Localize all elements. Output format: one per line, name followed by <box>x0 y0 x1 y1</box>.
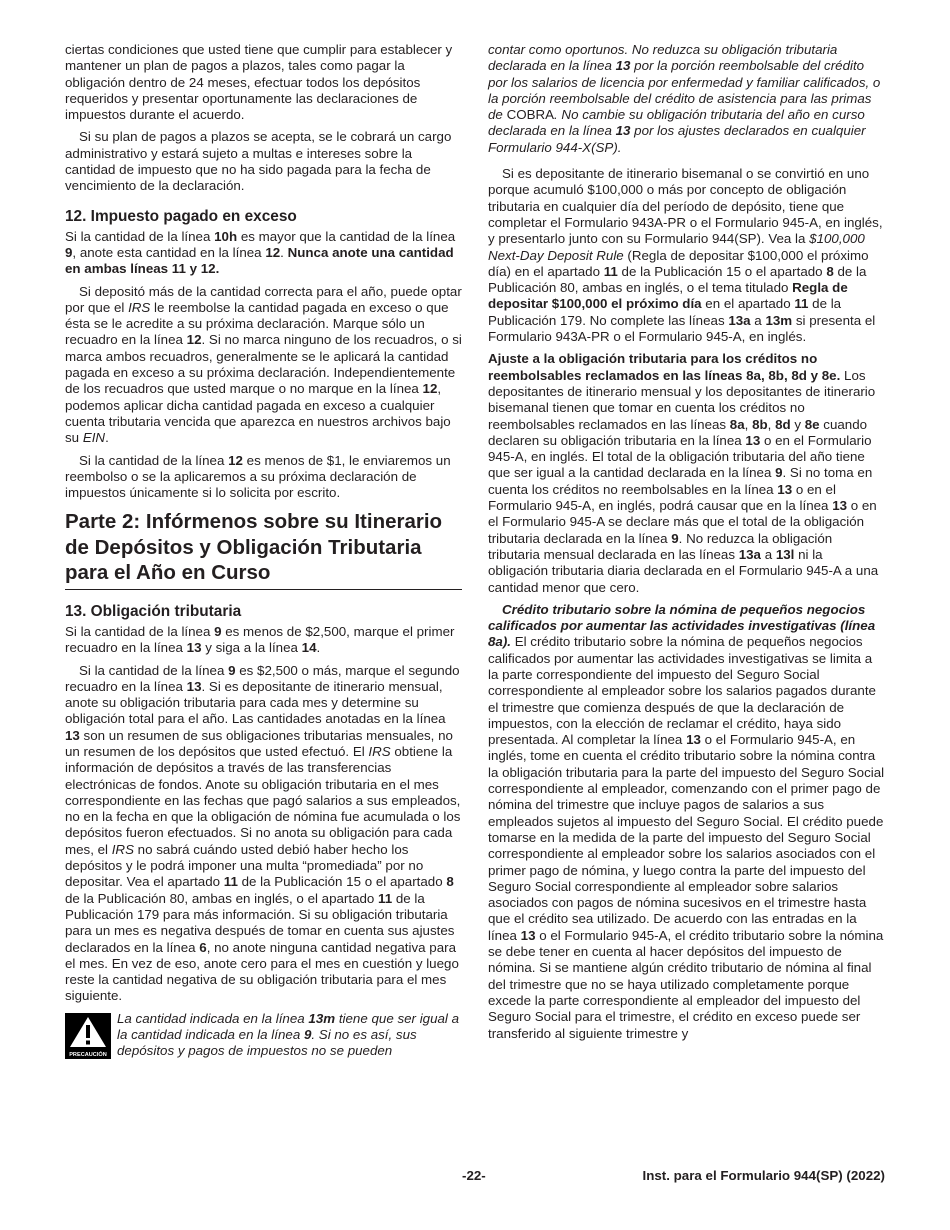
section-12-heading: 12. Impuesto pagado en exceso <box>65 207 297 225</box>
caution-icon <box>65 1013 111 1059</box>
caution-continued-paragraph: contar como oportunos. No reduzca su obligación tributaria declarada en la línea 13 por la porción reembolsable del crédito por los salarios de licencia por enfermedad y familiar calificados, o la porción reembolsable del crédito de asistencia para las primas de COBRA. No cambie su obligación tributaria del año en curso declarada en la línea 13 por los ajustes declarados en cualquier Formulario 944-X(SP). <box>488 42 881 155</box>
page-footer <box>65 1168 885 1188</box>
caution-note <box>65 1011 462 1060</box>
nonrefundable-credits-adjustment-paragraph: Ajuste a la obligación tributaria para los créditos no reembolsables reclamados en las líneas 8a, 8b, 8d y 8e. Los depositantes de itinerario mensual y los depositantes de itinerario bisemanal tienen que tomar en cuenta los créditos no reembolsables reclamados en las líneas 8a, 8b, 8d y 8e cuando declaren su obligación tributaria en la línea 13 o en el Formulario 945-A, en inglés. El total de la obligación tributaria del año tiene que ser igual a la cantidad declarada en la línea 9. Si no toma en cuenta los créditos no reembolsables en la línea 13 o en el Formulario 945-A, en inglés, podrá causar que en la línea 13 o en el Formulario 945-A se declare más que el total de la obligación tributaria declarada en la línea 9. No reduzca la obligación tributaria mensual declarada en las líneas 13a a 13l ni la obligación tributaria diaria declarada en el Formulario 945-A a una cantidad menor que cero. <box>488 351 879 595</box>
installment-fee-paragraph: Si su plan de pagos a plazos se acepta, se le cobrará un cargo administrativo y estará sujeto a multas e intereses sobre la cantidad de impuesto que no ha sido pagada para la fecha de vencimiento de la declaración. <box>65 129 452 194</box>
semiweekly-depositor-paragraph: Si es depositante de itinerario bisemanal o se convirtió en uno porque acumuló $100,000 o más por concepto de obligación tributaria en cualquier día del período de depósito, tiene que completar el Formulario 943A-PR o el Formulario 945-A, en inglés, y presentarlo junto con su Formulario 944(SP). Vea la $100,000 Next-Day Deposit Rule (Regla de depositar $100,000 el próximo día) en el apartado 11 de la Publicación 15 o el apartado 8 de la Publicación 80, ambas en inglés, o el tema titulado Regla de depositar $100,000 el próximo día en el apartado 11 de la Publicación 179. No complete las líneas 13a a 13m si presenta el Formulario 943A-PR o el Formulario 945-A, en inglés. <box>488 166 883 345</box>
installment-conditions-paragraph: ciertas condiciones que usted tiene que cumplir para establecer y mantener un plan de pagos a plazos, tales como pagar la obligación dentro de 24 meses, efectuar todos los depósitos requeridos y presentar oportunamente las declaraciones de impuestos durante el acuerdo. <box>65 42 453 123</box>
small-refund-paragraph: Si la cantidad de la línea 12 es menos de $1, le enviaremos un reembolso o se la aplicaremos a su próxima declaración de impuestos únicamente si lo solicita por escrito. <box>65 452 451 501</box>
caution-text: La cantidad indicada en la línea 13m tiene que ser igual a la cantidad indicada en la línea 9. Si no es así, sus depósitos y pagos de impuestos no se pueden <box>117 1010 460 1059</box>
research-payroll-credit-paragraph: Crédito tributario sobre la nómina de pequeños negocios calificados por aumentar las actividades investigativas (línea 8a). El crédito tributario sobre la nómina de pequeños negocios calificados por aumentar las actividades investigativas se limita a la parte correspondiente del impuesto del Seguro Social correspondiente al empleador sobre los salarios pagados durante el trimestre que comienza después de que la declaración de impuestos, con la elección de reclamar el crédito, haya sido presentada. Al completar la línea 13 o el Formulario 945-A, en inglés, tome en cuenta el crédito tributario sobre la nómina contra la obligación tributaria para la parte del impuesto del Seguro Social correspondiente al empleador, comenzando con el primer pago de nómina del trimestre que incluye pagos de salarios a sus empleados sujetos al impuesto del Seguro Social. El crédito puede tomarse en la medida de la parte del impuesto del Seguro Social correspondiente al empleador sobre los salarios asociados con el primer pago de nómina, y luego contra la parte del impuesto del Seguro Social correspondiente al empleador sobre salarios asociados con pagos de nómina sucesivos en el trimestre hasta que el crédito sea utilizado. De acuerdo con las entradas en la línea 13 o el Formulario 945-A, el crédito tributario sobre la nómina se debe tener en cuenta al hacer depósitos del impuesto de nómina. Si se mantiene algún crédito tributario de nómina al final del trimestre que no se haya utilizado completamente porque excede la parte correspondiente al empleador del impuesto del Seguro Social para el trimestre, el crédito en exceso puede ser transferido al siguiente trimestre y <box>488 601 885 1041</box>
right-column <box>488 42 885 1048</box>
form-title: Inst. para el Formulario 944(SP) (2022) <box>642 1168 885 1183</box>
tax-liability-under-threshold-paragraph: Si la cantidad de la línea 9 es menos de $2,500, marque el primer recuadro en la línea 13 y siga a la línea 14. <box>65 623 455 656</box>
monthly-liability-paragraph: Si la cantidad de la línea 9 es $2,500 o más, marque el segundo recuadro en la línea 13. Si es depositante de itinerario mensual, anote su obligación tributaria para cada mes y determine su obligación total para el año. Las cantidades anotadas en la línea 13 son un resumen de sus obligaciones tributarias mensuales, no un resumen de los depósitos que usted efectuó. El IRS obtiene la información de depósitos a través de las transferencias electrónicas de fondos. Anote su obligación tributaria en el mes correspondiente en las fechas que pagó salarios a sus empleados, no en la fecha en que la obligación de nómina fue acumulada o los depósitos fueron efectuados. Si no anota su obligación para cada mes, el IRS no sabrá cuándo usted debió haber hecho los depósitos y le podrá imponer una multa “promediada” por no depositar. Vea el apartado 11 de la Publicación 15 o el apartado 8 de la Publicación 80, ambas en inglés, o el apartado 11 de la Publicación 179 para más información. Si su obligación tributaria para un mes es negativa después de tomar en cuenta sus ajustes declarados en la línea 6, no anote ninguna cantidad negativa para el mes. En vez de eso, anote cero para el mes en cuestión y luego reste la cantidad negativa de su obligación tributaria para el mes siguiente. <box>65 662 461 1004</box>
page-number: -22- <box>462 1168 486 1183</box>
caution-label: PRECAUCIÓN <box>69 1051 107 1058</box>
left-column <box>65 42 462 1060</box>
overpayment-refund-paragraph: Si depositó más de la cantidad correcta para el año, puede optar por que el IRS le reembolse la cantidad pagada en exceso o que ésta se le acredite a su próxima declaración. Marque sólo un recuadro en la línea 12. Si no marca ninguno de los recuadros, o si marca ambos recuadros, generalmente se le aplicará la cantidad pagada en exceso a su próxima declaración. Independientemente de los recuadros que usted marque o no marque en la línea 12, podemos aplicar dicha cantidad pagada en exceso a cualquier cuenta tributaria vencida que aparezca en nuestros archivos bajo su EIN. <box>65 283 462 446</box>
section-13-heading: 13. Obligación tributaria <box>65 602 242 620</box>
part-2-heading: Parte 2: Infórmenos sobre su Itinerario de Depósitos y Obligación Tributaria para el Año en Curso <box>65 509 462 590</box>
overpayment-paragraph: Si la cantidad de la línea 10h es mayor que la cantidad de la línea 9, anote esta cantidad en la línea 12. Nunca anote una cantidad en ambas líneas 11 y 12. <box>65 228 456 277</box>
